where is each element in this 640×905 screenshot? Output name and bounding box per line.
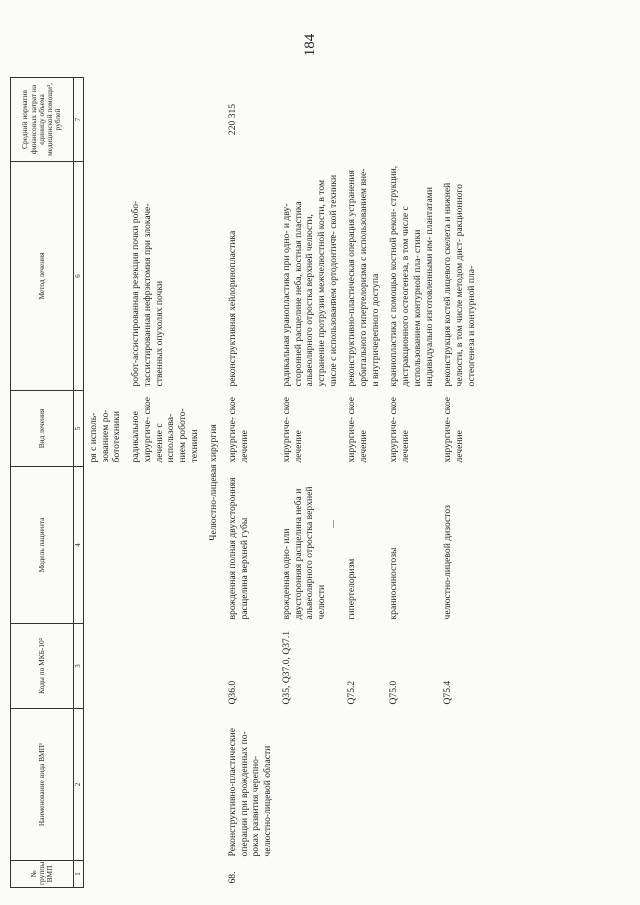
- patient-model-cell: краниосиностозы: [388, 547, 400, 620]
- average-cost-cell: 220 315: [227, 103, 239, 136]
- header-group-number: № группы ВМП: [11, 861, 74, 888]
- table-header-row: [11, 78, 74, 888]
- patient-model-cell: челюстно-лицевой дизостоз: [442, 505, 454, 620]
- patient-model-cell: врожденная полная двухсторонняя расщелина верхней губы: [227, 477, 250, 620]
- icd-codes-cell: Q75.2: [346, 680, 358, 705]
- group-number-cell: 68.: [227, 871, 239, 884]
- treatment-type-cell: хирургиче- ское лечение: [442, 396, 465, 463]
- treatment-type-cell: хирургиче- ское лечение: [346, 396, 370, 463]
- table-row: [224, 78, 278, 888]
- section-title: Челюстно-лицевая хирургия: [208, 424, 220, 541]
- column-number: 4: [74, 467, 84, 624]
- page-number: 184: [302, 33, 318, 57]
- treatment-method-cell: реконструктивная хейлоринопластика: [227, 230, 239, 387]
- table-row: [385, 78, 439, 888]
- treatment-method-cell: радикальная уранопластика при одно- и дву- сторонней расщелине неба, костная пластика альвеолярного отростка верхней челюсти, устранение протрузии межчелюстной кости, в том числе с использованием ортодонтиче- ской техники: [280, 174, 339, 387]
- treatment-method-cell: реконструкция костей лицевого скелета и нижней челюсти, в том числе методом дист- ракционного остеогенеза и контурной пла-: [442, 182, 477, 387]
- vmp-name-cell: Реконструктивно-пластические операции при врожденных по- роках развития черепно- челюстно-лицевой области: [227, 727, 274, 857]
- treatment-method-cell: краниопластика с помощью костной рекон- струкции, дистракционного остеогенеза, в том числе с использованием контурной пла- стики индивидуально изготовленными им- плантатами: [388, 165, 435, 387]
- header-icd-codes: Коды по МКБ-10²: [11, 624, 74, 709]
- icd-codes-cell: Q75.0: [388, 680, 400, 705]
- table-row: [278, 78, 344, 888]
- treatment-type-cell: ря с исполь- зованием ро- бототехники: [88, 409, 123, 463]
- vmp-tariff-table: [10, 77, 481, 888]
- treatment-type-cell: хирургиче- ское лечение: [280, 396, 304, 463]
- patient-model-cell: гипертелоризм: [346, 558, 358, 620]
- treatment-method-cell: [84, 162, 128, 391]
- treatment-method-cell: реконструктивно-пластическая операция устранения орбитального гипертелоризма с использованием вне- и внутричерепного доступа: [346, 168, 381, 387]
- section-row: [204, 78, 224, 888]
- column-number-row: [74, 78, 84, 888]
- column-number: 2: [74, 709, 84, 861]
- column-number: 7: [74, 78, 84, 162]
- header-treatment-method: Метод лечения: [11, 162, 74, 391]
- rotated-table-sheet: [10, 78, 630, 888]
- patient-model-cell: врожденная одно- или двусторонняя расщелина неба и альвеолярного отростка верхней челюсти: [280, 486, 327, 620]
- treatment-type-cell: хирургиче- ское лечение: [388, 396, 412, 463]
- column-number: 1: [74, 861, 84, 888]
- icd-codes-cell: Q36.0: [227, 680, 239, 705]
- header-patient-model: Модель пациента: [11, 467, 74, 624]
- treatment-type-cell: радикальное хирургиче- ское лечение с использова- нием робото- техники: [130, 396, 200, 463]
- table-row: [84, 78, 128, 888]
- column-number: 6: [74, 162, 84, 391]
- treatment-method-cell: робот-ассистированная резекция почки робо- тассистированная нефрэктомия при злокаче- ственных опухолях почки: [130, 200, 165, 387]
- header-treatment-type: Вид лечения: [11, 391, 74, 467]
- header-average-cost: Средний норматив финансовых затрат на единицу объема медицинской помощи³, рублей: [11, 78, 74, 162]
- icd-codes-cell: Q35, Q37.0, Q37.1: [280, 630, 292, 705]
- table-row: [343, 78, 385, 888]
- icd-codes-cell: Q75.4: [442, 680, 454, 705]
- treatment-type-cell: хирургиче- ское лечение: [227, 396, 250, 463]
- column-number: 3: [74, 624, 84, 709]
- header-vmp-name: Наименование вида ВМП¹: [11, 709, 74, 861]
- column-number: 5: [74, 391, 84, 467]
- table-row: [439, 78, 481, 888]
- table-row: [127, 78, 204, 888]
